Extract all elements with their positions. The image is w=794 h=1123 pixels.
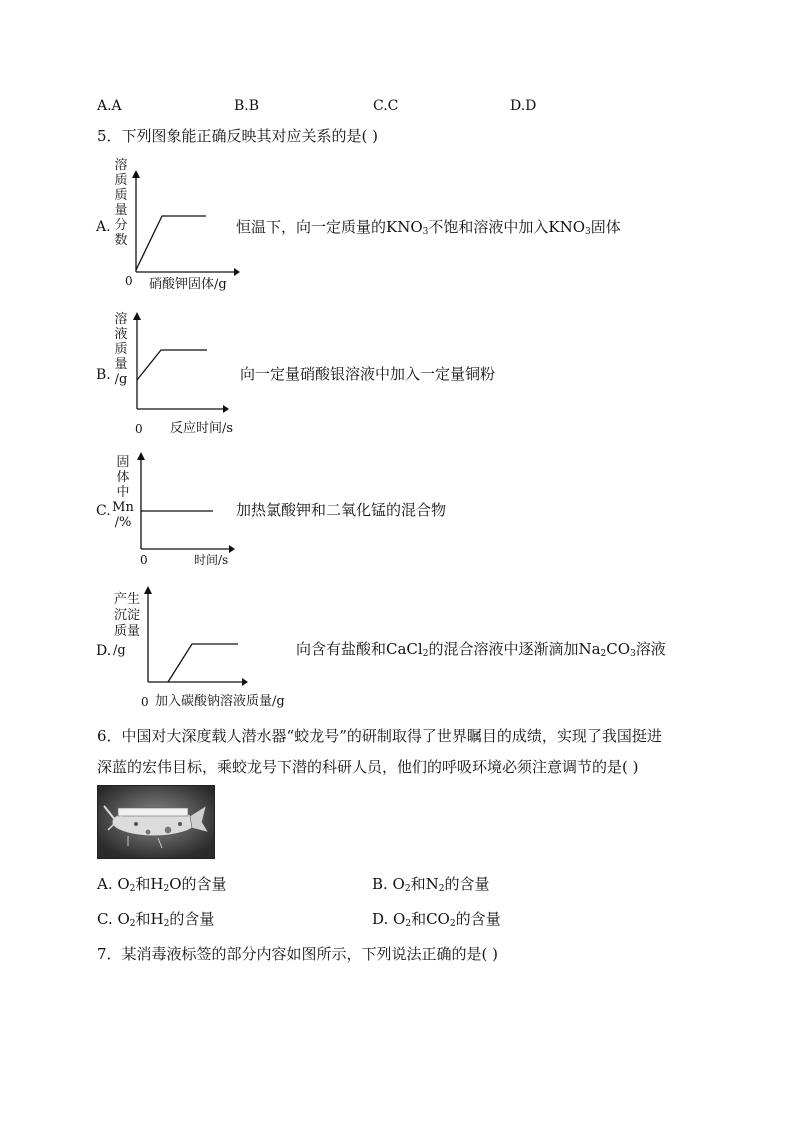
ylabel-char: 溶 bbox=[114, 312, 128, 327]
q5c-graph bbox=[135, 452, 235, 552]
q5a-letter: A. bbox=[96, 219, 111, 235]
ylabel-char: 量 bbox=[114, 357, 128, 372]
option-text: O的含量 bbox=[169, 875, 227, 893]
option-text: C. O bbox=[97, 910, 130, 928]
ylabel-char: 分 bbox=[114, 218, 128, 233]
ylabel-char: /g bbox=[114, 372, 128, 387]
x-axis-arrow bbox=[234, 268, 240, 276]
formula-subscript: 2 bbox=[438, 884, 445, 894]
ylabel-char: 溶 bbox=[114, 158, 128, 173]
q4-option-c: C.C bbox=[373, 98, 399, 114]
q5a-graph bbox=[130, 170, 240, 280]
ylabel-char: 中 bbox=[116, 485, 130, 500]
q5d-graph bbox=[142, 586, 248, 686]
y-axis-arrow bbox=[132, 170, 140, 178]
q5d-origin: 0 bbox=[141, 695, 149, 709]
option-text: 的含量 bbox=[444, 875, 490, 893]
x-axis-arrow bbox=[223, 405, 229, 413]
option-text: 的含量 bbox=[169, 910, 215, 928]
formula-subscript: 2 bbox=[163, 884, 170, 894]
option-text: 和N bbox=[410, 875, 439, 893]
ylabel-line: 沉淀 bbox=[113, 608, 140, 623]
na2co3-formula: Na bbox=[578, 640, 601, 658]
formula-subscript: 2 bbox=[405, 919, 412, 929]
q5d-ylabel-unit: /g bbox=[113, 643, 126, 658]
na2co3-formula: CO bbox=[606, 640, 631, 658]
option-text: 的含量 bbox=[455, 910, 501, 928]
q5a-xlabel: 硝酸钾固体/g bbox=[149, 277, 227, 292]
option-text: 和CO bbox=[411, 910, 450, 928]
q5c-ylabel bbox=[112, 455, 134, 530]
ylabel-char: 数 bbox=[114, 233, 128, 248]
q4-option-b: B.B bbox=[234, 98, 260, 114]
q6-option-d bbox=[372, 909, 501, 934]
q6-stem-line1: 6．中国对大深度载人潜水器“蛟龙号”的研制取得了世界瞩目的成绩，实现了我国挺进 bbox=[97, 727, 662, 745]
y-axis-arrow bbox=[144, 586, 152, 594]
formula-subscript: 2 bbox=[449, 919, 456, 929]
option-text: 和H bbox=[135, 910, 164, 928]
ylabel-char: /% bbox=[114, 515, 132, 530]
submersible-illustration bbox=[98, 786, 214, 858]
q6-stem-line2: 深蓝的宏伟目标，乘蛟龙号下潜的科研人员，他们的呼吸环境必须注意调节的是( ) bbox=[97, 758, 639, 776]
curve bbox=[137, 350, 207, 380]
formula-subscript: 3 bbox=[422, 227, 429, 237]
ylabel-char: 体 bbox=[116, 470, 130, 485]
option-text: A. O bbox=[97, 875, 130, 893]
q5a-description bbox=[236, 217, 621, 242]
option-text: D. O bbox=[372, 910, 406, 928]
q5b-letter: B. bbox=[96, 367, 111, 383]
q5d-xlabel: 加入碳酸钠溶液质量/g bbox=[155, 694, 285, 709]
curve bbox=[136, 216, 206, 270]
y-axis-arrow bbox=[133, 312, 141, 320]
ylabel-char: 质 bbox=[114, 342, 128, 357]
q5a-ylabel bbox=[110, 158, 132, 248]
formula-subscript: 2 bbox=[129, 884, 136, 894]
x-axis-arrow bbox=[229, 545, 235, 553]
q7-stem: 7．某消毒液标签的部分内容如图所示，下列说法正确的是( ) bbox=[97, 945, 499, 963]
ylabel-char: 质 bbox=[114, 188, 128, 203]
formula-subscript: 2 bbox=[600, 649, 607, 659]
option-text: B. O bbox=[372, 875, 405, 893]
formula-subscript: 2 bbox=[404, 884, 411, 894]
ylabel-char: 质 bbox=[114, 173, 128, 188]
formula-subscript: 3 bbox=[585, 227, 591, 237]
q5b-description: 向一定量硝酸银溶液中加入一定量铜粉 bbox=[240, 365, 496, 383]
q4-option-a: A.A bbox=[97, 98, 122, 114]
formula-subscript: 2 bbox=[163, 919, 170, 929]
q5c-letter: C. bbox=[96, 503, 111, 519]
ylabel-char: Mn bbox=[112, 500, 134, 515]
ylabel-line: 质量 bbox=[113, 624, 140, 639]
q5c-description: 加热氯酸钾和二氧化锰的混合物 bbox=[236, 501, 447, 519]
submersible-photo bbox=[97, 785, 215, 859]
y-axis-arrow bbox=[137, 452, 145, 460]
q5d-description bbox=[296, 639, 666, 664]
x-axis-arrow bbox=[242, 678, 248, 686]
q6-option-b bbox=[372, 874, 489, 899]
q5b-graph bbox=[131, 312, 231, 412]
desc-part: 向含有盐酸和 bbox=[296, 640, 387, 658]
desc-part: 固体 bbox=[590, 218, 621, 236]
q5-stem: 5．下列图象能正确反映其对应关系的是( ) bbox=[97, 127, 379, 145]
ylabel-char: 量 bbox=[114, 203, 128, 218]
curve bbox=[168, 644, 238, 682]
option-text: 和H bbox=[135, 875, 164, 893]
q5b-ylabel bbox=[110, 312, 132, 387]
ylabel-line: 产生 bbox=[113, 592, 140, 607]
kno3-formula: KNO bbox=[548, 218, 586, 236]
ylabel-char: 固 bbox=[116, 455, 130, 470]
desc-part: 不饱和溶液中加入 bbox=[428, 218, 549, 236]
formula-subscript: 2 bbox=[129, 919, 136, 929]
formula-subscript: 2 bbox=[422, 649, 429, 659]
q5d-letter: D. bbox=[96, 643, 112, 659]
q5b-origin: 0 bbox=[135, 422, 143, 436]
q4-option-d: D.D bbox=[510, 98, 537, 114]
q5c-origin: 0 bbox=[140, 553, 148, 567]
q5d-ylabel bbox=[110, 592, 144, 640]
cacl2-formula: CaCl bbox=[386, 640, 423, 658]
ylabel-char: 液 bbox=[114, 327, 128, 342]
q5a-origin: 0 bbox=[125, 274, 133, 288]
formula-subscript: 3 bbox=[630, 649, 636, 659]
kno3-formula: KNO bbox=[386, 218, 423, 236]
q6-option-a bbox=[97, 874, 227, 899]
q5c-xlabel: 时间/s bbox=[194, 553, 229, 567]
q6-option-c bbox=[97, 909, 214, 934]
desc-part: 的混合溶液中逐渐滴加 bbox=[428, 640, 579, 658]
q5b-xlabel: 反应时间/s bbox=[170, 421, 234, 436]
desc-part: 恒温下，向一定质量的 bbox=[236, 218, 387, 236]
desc-part: 溶液 bbox=[635, 640, 666, 658]
